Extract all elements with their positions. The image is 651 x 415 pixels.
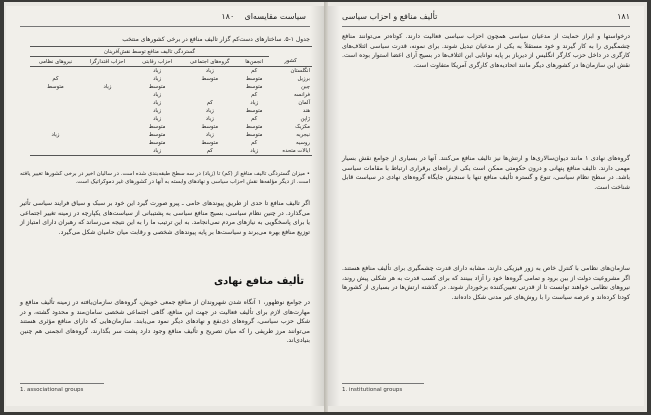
table-cell xyxy=(30,139,81,147)
country-cell: هند xyxy=(302,108,310,114)
country-cell: نیجریه xyxy=(296,132,310,138)
table-cell: زیاد xyxy=(153,108,162,114)
table-note: • میزان گستردگی تالیف منافع از (کم) تا (زیاد) در سه سطح طبقه‌بندی شده است. در سالیان اخیر در برخی کشورها تغییر یافته است. از دیگر مؤلفه‌ها نقش احزاب سیاسی و نهادهای وابسته به آنها در کشورهای غیر دموکراتیک است. xyxy=(20,171,310,185)
table-cell xyxy=(81,131,134,139)
left-footnote: 1. associational groups xyxy=(20,387,84,393)
table-cell: متوسط xyxy=(148,140,166,146)
table-cell: زیاد xyxy=(205,108,214,114)
book-spread xyxy=(4,2,647,412)
section-title: تألیف منافع نهادی xyxy=(213,276,304,287)
table-cell xyxy=(81,115,134,123)
table-cell: متوسط xyxy=(47,84,64,90)
right-header xyxy=(342,12,630,21)
table-cell xyxy=(81,147,134,156)
table-cell xyxy=(30,99,81,107)
country-cell: روسیه xyxy=(296,140,310,146)
table-cell: کم xyxy=(206,100,213,106)
table-cell: زیاد xyxy=(153,116,162,122)
table-cell: زیاد xyxy=(103,84,112,90)
table-row xyxy=(30,91,312,99)
table-cell: زیاد xyxy=(153,76,162,82)
table-header-cell: احزاب رقابتی xyxy=(134,57,180,67)
country-cell: فرانسه xyxy=(294,92,310,98)
right-paragraph-1: درخواستها و ابراز حمایت از مدعیان سیاسی همچون احزاب سیاسی فعالیت دارند. کوتاه‌تر می‌توانند منافع چشمگیری را به کار گیرند و خود مستقلاً به یکی از مدعیان تبدیل شوند. برای نمونه، قدرت سیاسی ائتلاف‌های کارگری در داخل حزب کارگر انگلیس از دیرباز بر پایه توانایی این ائتلاف‌ها در بسیج آرای اعضا استوار بوده است. نقش این سازمان‌ها در کشورهای دیگر مانند اتحادیه‌های کارگری آمریکا متفاوت است. xyxy=(342,33,630,69)
country-cell: آلمان xyxy=(298,100,310,106)
left-header xyxy=(221,12,306,21)
table-cell xyxy=(30,67,81,76)
table-cell: متوسط xyxy=(245,124,263,130)
table-cell: متوسط xyxy=(148,132,166,138)
right-page xyxy=(328,6,644,406)
table-cell: زیاد xyxy=(134,147,180,156)
table-row xyxy=(30,83,312,91)
country-cell: برزیل xyxy=(297,76,310,82)
table-cell: متوسط xyxy=(245,108,263,114)
left-running-title: سیاست مقایسه‌ای xyxy=(244,12,306,21)
table-row xyxy=(30,67,312,76)
left-page xyxy=(6,6,324,406)
table-cell: متوسط xyxy=(201,140,219,146)
footnote-rule xyxy=(20,383,104,384)
country-cell: ایالات متحده xyxy=(269,147,312,156)
table-row xyxy=(30,107,312,115)
table-cell: متوسط xyxy=(245,76,263,82)
footnote-rule-right xyxy=(342,383,424,384)
table-cell: کم xyxy=(251,116,258,122)
table-cell xyxy=(30,115,81,123)
left-body-bottom: در جوامع نوظهور، ۱ آنگاه شدن شهروندان از منافع جمعی خویش، گروه‌های سازمان‌یافته در زمینه تألیف منافع و مهارت‌های لازم برای تألیف فعالیت در جهت این منافع، گاهی اجتماعی شخصی سامان‌مند و محدود گشته، و در شکل حزب سیاسی، گروه‌های ذی‌نفع و نهادهای دیگر نمود می‌یابند. سازمان‌هایی که دارای منافع مؤثری هستند می‌توانند مرز طریفی را که میان تصریح و تألیف منافع وجود دارد پشت سر بگذارند. گروه‌های انجمنی هم چنین بنیادی‌اند. xyxy=(20,299,310,344)
table-cell: زیاد xyxy=(239,147,269,156)
interest-aggregation-table xyxy=(30,46,312,156)
table-cell xyxy=(180,83,239,91)
table-cell: متوسط xyxy=(201,76,219,82)
table-row xyxy=(30,139,312,147)
table-cell xyxy=(81,67,134,76)
table-row xyxy=(30,131,312,139)
header-rule xyxy=(20,26,310,27)
table-cell: زیاد xyxy=(51,132,60,138)
table-header-cell: نیروهای نظامی xyxy=(30,57,81,67)
table-cell xyxy=(81,107,134,115)
table-cell: کم xyxy=(251,68,258,74)
table-cell xyxy=(81,99,134,107)
table-cell: زیاد xyxy=(250,100,259,106)
right-page-number: ۱۸۱ xyxy=(617,12,630,21)
table-cell: کم xyxy=(180,147,239,156)
country-cell: ژاپن xyxy=(300,116,310,122)
left-page-shadow xyxy=(310,6,324,406)
table-cell xyxy=(30,107,81,115)
right-running-title: تألیف منافع و احزاب سیاسی xyxy=(342,12,438,21)
table-header-cell: انجمن‌ها xyxy=(239,57,269,67)
table-cell: زیاد xyxy=(153,92,162,98)
table-cell xyxy=(81,75,134,83)
left-page-number: ۱۸۰ xyxy=(221,12,235,21)
table-cell: زیاد xyxy=(205,132,214,138)
table-cell: کم xyxy=(251,92,258,98)
right-page-shadow xyxy=(328,6,340,406)
table-cell xyxy=(30,91,81,99)
table-row xyxy=(30,75,312,83)
table-caption: جدول ۱-۵. ساختارهای دست‌کم گزار تالیف منافع در برخی کشورهای منتخب xyxy=(122,36,310,43)
table-cell: کم xyxy=(52,76,59,82)
table-cell xyxy=(180,91,239,99)
right-paragraph-2: گروه‌های نهادی ۱ مانند دیوان‌سالاری‌ها و ارتش‌ها نیز تالیف منافع می‌کنند. آنها در بسیاری از جوامع نقش بسیار مهمی دارند. تالیف منافع پنهانی و درون حکومتی ممکن است یکی از راه‌های برقراری ارتباط با مقامات سیاسی باشد. در سطح نظام سیاسی، تنوع و گستره تألیف منافع تنها با سنجش جایگاه گروه‌های نهادی در سیاست قابل شناخت است. xyxy=(342,155,630,191)
table-row xyxy=(30,99,312,107)
country-cell: مکزیک xyxy=(295,124,310,130)
table-cell: متوسط xyxy=(245,84,263,90)
table-cell: زیاد xyxy=(205,116,214,122)
table-cell: زیاد xyxy=(153,100,162,106)
table-cell: زیاد xyxy=(153,68,162,74)
table-cell: متوسط xyxy=(201,124,219,130)
header-rule-right xyxy=(342,26,630,27)
table-row xyxy=(30,115,312,123)
table-cell xyxy=(81,123,134,131)
table-cell xyxy=(30,147,81,156)
right-paragraph-3: سازمان‌های نظامی با کنترل خاص به زور فیزیکی دارند، مشابه دارای قدرت چشمگیری برای تألیف منافع هستند. اگر مشروعیت دولت از بین برود و تمامی گروه‌ها خود را آزاد ببینند که برای کسب قدرت به هر شکلی پیش روند، نیروهای نظامی خواهند توانست تا از قدرتی تعیین‌کننده برخوردار شوند. در گذشته ارتش‌ها در بسیاری از کشورها کودتا کرده‌اند و عرصه سیاست را با روش‌های غیر مدنی شکل داده‌اند. xyxy=(342,265,630,301)
table-cell xyxy=(81,91,134,99)
table-cell xyxy=(81,139,134,147)
table-cell xyxy=(30,123,81,131)
table-header-cell: گروه‌های اجتماعی xyxy=(180,57,239,67)
table-cell: متوسط xyxy=(148,124,166,130)
table-cell: متوسط xyxy=(245,132,263,138)
table-row xyxy=(30,123,312,131)
country-cell: انگلستان xyxy=(290,68,310,74)
table-header-row xyxy=(30,57,312,67)
table-group-header: گستردگی تالیف منافع توسط نقش‌آفرینان xyxy=(30,47,269,57)
table-body xyxy=(30,67,312,156)
table-row xyxy=(30,147,312,156)
table-cell: زیاد xyxy=(205,68,214,74)
table-cell: متوسط xyxy=(148,84,166,90)
right-footnote: 1. institutional groups xyxy=(342,387,403,393)
left-body-top: اگر تالیف منافع تا حدی از طریق پیوندهای حامی ـ پیرو صورت گیرد این خود بر سبک و سیاق فرایند سیاسی تأثیر می‌گذارد. در چنین نظام سیاسی، بسیج منافع سیاسی به پشتیبانی از سیاست‌های یکپارچه در زمینه تغییر اجتماعی یا برای پاسخگویی به نیازهای مردم نمی‌انجامد. به این ترتیب ما را به این نتیجه می‌رساند که رهبران دارای امتیاز از توزیع منافع بهره می‌برند و سیاست‌ها بر پایه پیوندهای شخصی و رقابت میان حامیان شکل می‌گیرد. xyxy=(20,200,310,236)
table-header-cell: کشور xyxy=(269,57,312,67)
table-cell: کم xyxy=(251,140,258,146)
table-header-cell: احزاب اقتدارگرا xyxy=(81,57,134,67)
country-cell: چین xyxy=(301,84,310,90)
